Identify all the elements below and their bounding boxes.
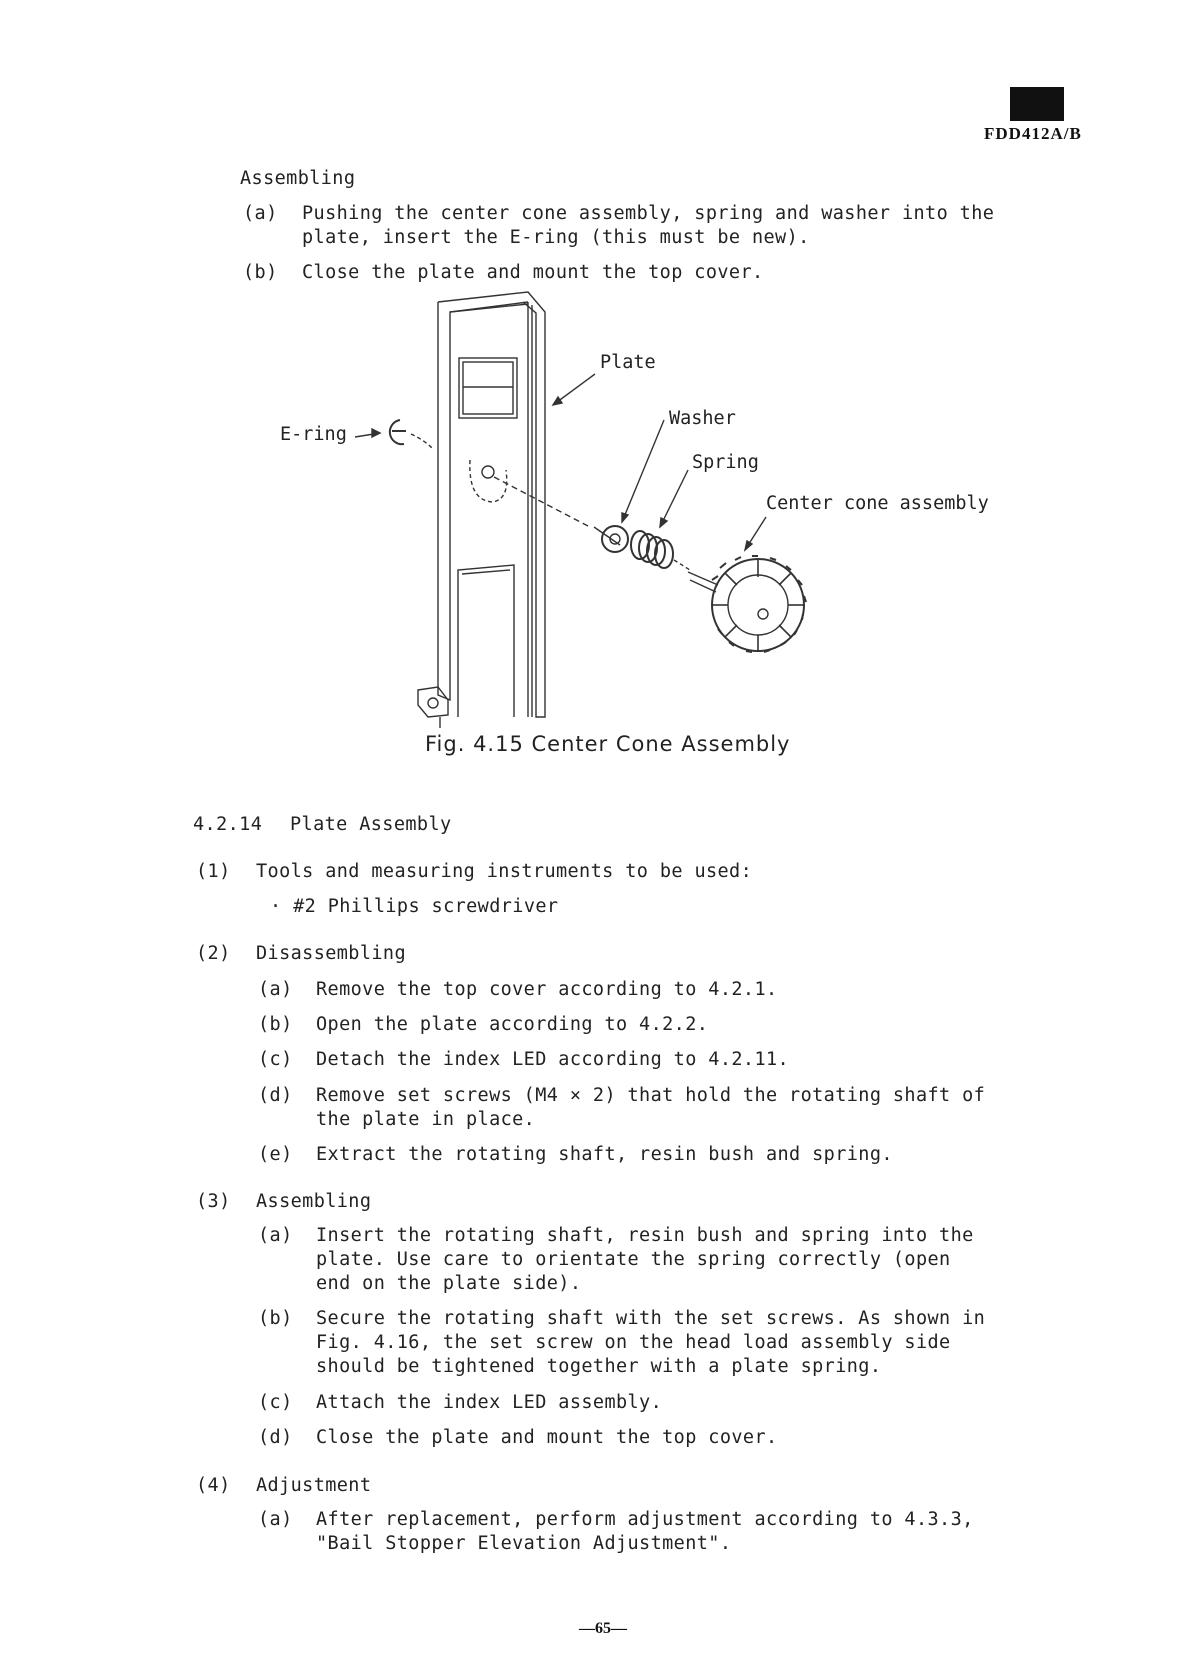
step-label: (a) (258, 1225, 293, 1246)
spring-label: Spring (692, 452, 759, 473)
item-number: (3) (196, 1191, 231, 1212)
assembling-heading: Assembling (240, 168, 356, 189)
washer-leader-line (622, 420, 664, 522)
item-title: Disassembling (256, 943, 406, 964)
step-label: (b) (243, 262, 278, 283)
step-text: the plate in place. (316, 1109, 536, 1130)
step-text: plate, insert the E-ring (this must be new). (302, 227, 810, 248)
step-text: Insert the rotating shaft, resin bush and spring into the (316, 1225, 974, 1246)
step-label: (c) (258, 1049, 293, 1070)
plate-label: Plate (600, 352, 656, 373)
item-number: (4) (196, 1475, 231, 1496)
item-title: Assembling (256, 1191, 372, 1212)
step-text: Remove set screws (M4 × 2) that hold the rotating shaft of (316, 1085, 986, 1106)
section-title: Plate Assembly (290, 814, 452, 835)
step-text: Open the plate according to 4.2.2. (316, 1014, 709, 1035)
center-cone-label: Center cone assembly (766, 493, 989, 514)
step-text: Detach the index LED according to 4.2.11. (316, 1049, 790, 1070)
figure-caption: Fig. 4.15 Center Cone Assembly (425, 732, 791, 756)
step-text: should be tightened together with a plate spring. (316, 1356, 882, 1377)
document-code: FDD412A/B (984, 124, 1082, 143)
step-label: (b) (258, 1014, 293, 1035)
item-number: (2) (196, 943, 231, 964)
step-text: Extract the rotating shaft, resin bush and spring. (316, 1144, 893, 1165)
step-label: (d) (258, 1427, 293, 1448)
step-label: (a) (258, 979, 293, 1000)
step-label: (b) (258, 1308, 293, 1329)
item-number: (1) (196, 861, 231, 882)
step-text: Fig. 4.16, the set screw on the head load assembly side (316, 1332, 951, 1353)
step-text: Secure the rotating shaft with the set screws. As shown in (316, 1308, 986, 1329)
step-text: Pushing the center cone assembly, spring and washer into the (302, 203, 995, 224)
step-label: (c) (258, 1392, 293, 1413)
washer-label: Washer (669, 408, 736, 429)
tool-bullet: · #2 Phillips screwdriver (270, 896, 559, 917)
page-number: —65— (579, 1620, 627, 1637)
spring-leader-line (660, 470, 688, 527)
ering-label: E-ring (280, 424, 347, 445)
section-number: 4.2.14 (193, 814, 263, 835)
item-title: Tools and measuring instruments to be used: (256, 861, 753, 882)
step-text: Remove the top cover according to 4.2.1. (316, 979, 778, 1000)
step-text: After replacement, perform adjustment according to 4.3.3, (316, 1509, 974, 1530)
step-label: (d) (258, 1085, 293, 1106)
step-text: Close the plate and mount the top cover. (316, 1427, 778, 1448)
step-label: (e) (258, 1144, 293, 1165)
step-label: (a) (258, 1509, 293, 1530)
step-label: (a) (243, 203, 278, 224)
step-text: Attach the index LED assembly. (316, 1392, 663, 1413)
step-text: end on the plate side). (316, 1273, 582, 1294)
plate-outline (438, 292, 545, 717)
step-text: plate. Use care to orientate the spring correctly (open (316, 1249, 951, 1270)
item-title: Adjustment (256, 1475, 372, 1496)
center-cone-assembly-figure (0, 0, 1179, 740)
step-text: "Bail Stopper Elevation Adjustment". (316, 1533, 732, 1554)
step-text: Close the plate and mount the top cover. (302, 262, 764, 283)
